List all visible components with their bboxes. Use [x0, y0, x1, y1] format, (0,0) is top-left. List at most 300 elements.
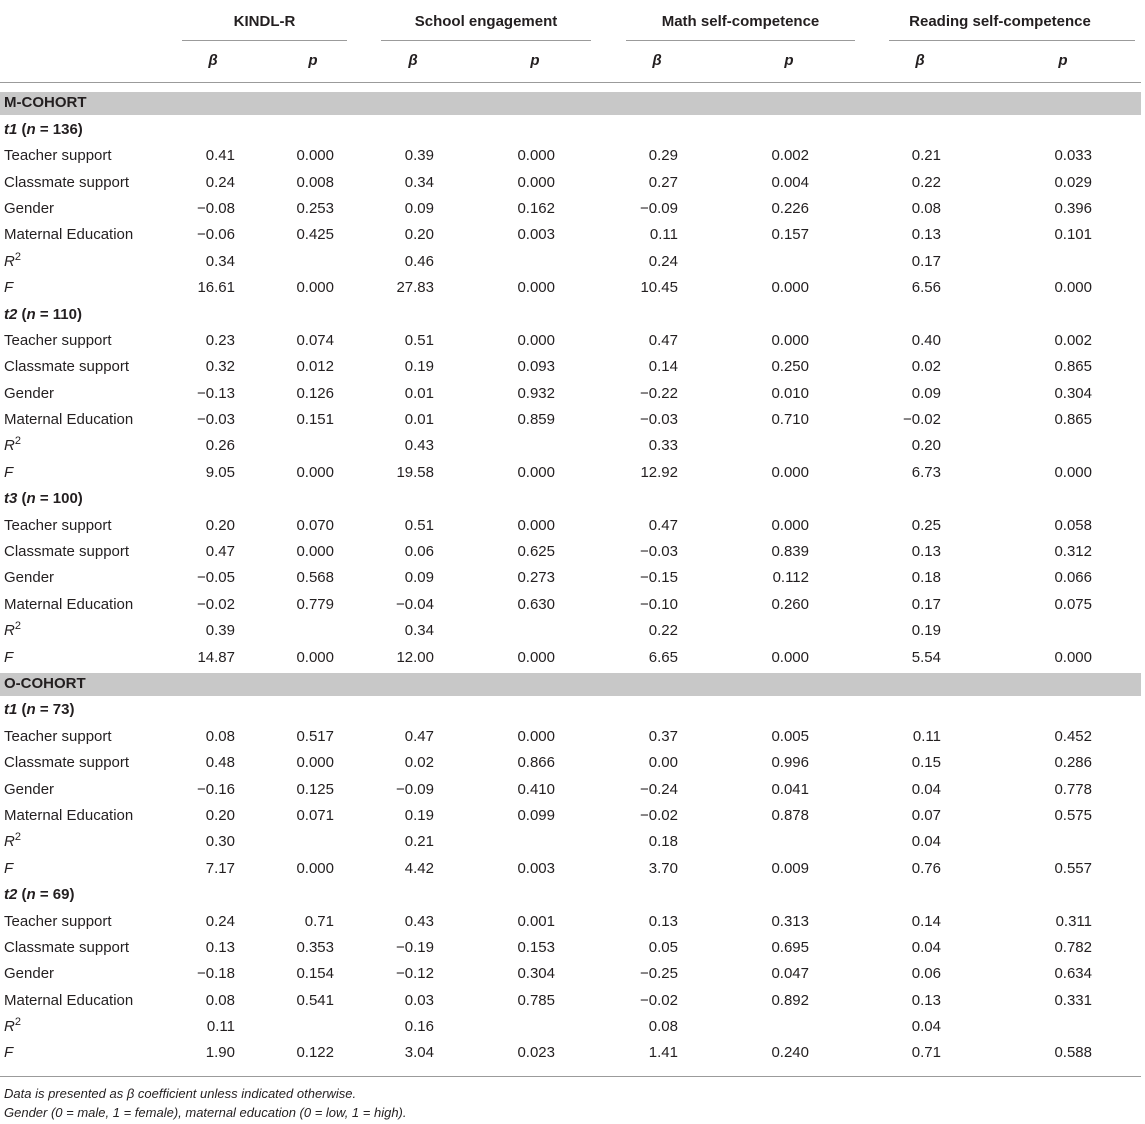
- value-cell: 0.226: [771, 199, 809, 217]
- row-label: [4, 592, 133, 618]
- value-cell: 0.13: [205, 938, 235, 956]
- value-cell: 0.000: [296, 147, 334, 165]
- value-cell: 0.40: [911, 331, 941, 349]
- value-cell: 0.425: [296, 226, 334, 244]
- cohort-label: M-COHORT: [4, 94, 87, 112]
- column-subheader-beta: β: [408, 52, 418, 69]
- value-cell: 0.48: [205, 754, 235, 772]
- value-cell: 0.000: [517, 279, 555, 297]
- row-label-text: Gender: [4, 569, 55, 587]
- header-rule: [0, 82, 1141, 83]
- value-cell: 0.000: [771, 463, 809, 481]
- value-cell: 0.778: [1054, 780, 1092, 798]
- value-cell: 0.000: [296, 648, 334, 666]
- value-cell: 0.21: [911, 147, 941, 165]
- value-cell: 0.04: [911, 833, 941, 851]
- row-label-text: Maternal Education: [4, 806, 134, 824]
- sample-size-open: (: [17, 120, 27, 138]
- row-label-superscript: 2: [14, 831, 21, 844]
- value-cell: 0.785: [517, 991, 555, 1009]
- value-cell: 12.92: [640, 463, 678, 481]
- value-cell: 0.009: [771, 859, 809, 877]
- timepoint-symbol: t2: [4, 305, 18, 323]
- row-label: [4, 829, 21, 855]
- row-label-text: Gender: [4, 965, 55, 983]
- value-cell: 0.311: [1055, 912, 1092, 930]
- row-label: [4, 618, 21, 644]
- row-label-text: Classmate support: [4, 754, 130, 772]
- value-cell: 0.002: [771, 147, 809, 165]
- table-row: [0, 275, 1141, 301]
- value-cell: 0.001: [517, 912, 555, 930]
- sample-size-symbol: n: [26, 490, 36, 508]
- value-cell: −0.02: [903, 411, 941, 429]
- value-cell: 27.83: [396, 279, 434, 297]
- row-label: [4, 170, 129, 196]
- value-cell: 0.000: [517, 648, 555, 666]
- value-cell: −0.05: [197, 569, 235, 587]
- table-row: [0, 381, 1141, 407]
- value-cell: 0.588: [1054, 1044, 1092, 1062]
- value-cell: 0.000: [771, 516, 809, 534]
- value-cell: 0.08: [205, 991, 235, 1009]
- row-label-text: Classmate support: [4, 358, 130, 376]
- row-label: [4, 539, 129, 565]
- value-cell: 0.000: [517, 173, 555, 191]
- value-cell: 0.46: [404, 252, 434, 270]
- value-cell: 0.07: [911, 806, 941, 824]
- value-cell: 0.37: [648, 727, 678, 745]
- value-cell: 0.312: [1054, 543, 1092, 561]
- column-subheader-p: p: [784, 52, 794, 69]
- sample-size-value: = 73): [35, 701, 75, 719]
- value-cell: 0.30: [205, 833, 235, 851]
- value-cell: 0.000: [517, 727, 555, 745]
- value-cell: −0.06: [197, 226, 235, 244]
- value-cell: 0.76: [911, 859, 941, 877]
- row-label: [4, 961, 54, 987]
- value-cell: 0.51: [404, 331, 434, 349]
- sample-size-open: (: [17, 490, 27, 508]
- value-cell: 0.22: [911, 173, 941, 191]
- row-label: [4, 513, 112, 539]
- column-group-reading-self-competence: Reading self-competence: [909, 13, 1091, 30]
- value-cell: 3.70: [648, 859, 678, 877]
- value-cell: 0.452: [1054, 727, 1092, 745]
- row-label: [4, 143, 112, 169]
- row-label-text: Maternal Education: [4, 991, 134, 1009]
- table-row: [0, 143, 1141, 169]
- value-cell: 0.093: [517, 358, 555, 376]
- row-label-text: Teacher support: [4, 331, 112, 349]
- timepoint-header-row: [0, 117, 1141, 143]
- value-cell: 0.11: [912, 727, 941, 745]
- value-cell: 0.03: [404, 991, 434, 1009]
- sample-size-open: (: [17, 305, 27, 323]
- value-cell: 0.122: [296, 1044, 334, 1062]
- value-cell: 0.023: [517, 1044, 555, 1062]
- value-cell: 0.47: [648, 331, 678, 349]
- timepoint-symbol: t1: [4, 701, 18, 719]
- table-row: [0, 460, 1141, 486]
- value-cell: −0.13: [197, 384, 235, 402]
- row-label: [4, 935, 129, 961]
- value-cell: 0.34: [404, 622, 434, 640]
- value-cell: 0.18: [911, 569, 941, 587]
- table-row: [0, 618, 1141, 644]
- value-cell: 14.87: [197, 648, 235, 666]
- value-cell: 0.000: [296, 859, 334, 877]
- timepoint-header-row: [0, 882, 1141, 908]
- table-row: [0, 961, 1141, 987]
- value-cell: 0.000: [1054, 279, 1092, 297]
- table-row: [0, 433, 1141, 459]
- row-label: [4, 354, 129, 380]
- value-cell: 0.34: [205, 252, 235, 270]
- value-cell: 0.33: [648, 437, 678, 455]
- row-label-text: Classmate support: [4, 543, 130, 561]
- table-row: [0, 856, 1141, 882]
- value-cell: 0.012: [296, 358, 334, 376]
- value-cell: 0.070: [296, 516, 334, 534]
- value-cell: −0.25: [640, 965, 678, 983]
- value-cell: 0.47: [205, 543, 235, 561]
- value-cell: 0.932: [517, 384, 555, 402]
- value-cell: 0.01: [404, 411, 434, 429]
- value-cell: −0.02: [640, 991, 678, 1009]
- value-cell: 0.865: [1054, 411, 1092, 429]
- value-cell: 0.112: [772, 569, 809, 587]
- bottom-rule: [0, 1076, 1141, 1077]
- value-cell: 0.153: [517, 938, 555, 956]
- value-cell: 0.074: [296, 331, 334, 349]
- row-label-text: Gender: [4, 199, 55, 217]
- table-row: [0, 592, 1141, 618]
- value-cell: 0.004: [771, 173, 809, 191]
- value-cell: 0.250: [771, 358, 809, 376]
- row-label-symbol: F: [4, 859, 14, 877]
- value-cell: −0.24: [640, 780, 678, 798]
- table-row: [0, 988, 1141, 1014]
- value-cell: 0.39: [205, 622, 235, 640]
- timepoint-header-row: [0, 486, 1141, 512]
- row-label: [4, 275, 13, 301]
- value-cell: 0.892: [771, 991, 809, 1009]
- value-cell: 0.09: [404, 199, 434, 217]
- value-cell: 0.625: [517, 543, 555, 561]
- value-cell: 0.331: [1054, 991, 1092, 1009]
- value-cell: 0.000: [517, 331, 555, 349]
- row-label-symbol: F: [4, 1044, 14, 1062]
- column-subheader-beta: β: [652, 52, 662, 69]
- cohort-band-shading: [0, 673, 1141, 696]
- value-cell: 0.033: [1054, 147, 1092, 165]
- value-cell: 0.304: [517, 965, 555, 983]
- value-cell: 0.162: [517, 199, 555, 217]
- timepoint-label: [4, 697, 74, 723]
- value-cell: 0.11: [649, 226, 678, 244]
- row-label-symbol: R: [4, 1018, 15, 1036]
- table-row: [0, 196, 1141, 222]
- value-cell: 0.029: [1054, 173, 1092, 191]
- value-cell: 0.19: [911, 622, 941, 640]
- value-cell: 0.20: [205, 516, 235, 534]
- value-cell: 0.003: [517, 226, 555, 244]
- value-cell: 0.000: [296, 463, 334, 481]
- value-cell: 1.90: [205, 1044, 235, 1062]
- value-cell: 0.154: [296, 965, 334, 983]
- value-cell: 0.14: [648, 358, 678, 376]
- value-cell: 0.26: [205, 437, 235, 455]
- value-cell: −0.22: [640, 384, 678, 402]
- row-label: [4, 328, 112, 354]
- value-cell: 0.17: [911, 252, 941, 270]
- value-cell: 0.101: [1054, 226, 1092, 244]
- row-label: [4, 803, 133, 829]
- value-cell: −0.04: [396, 595, 434, 613]
- value-cell: −0.03: [197, 411, 235, 429]
- row-label-text: Gender: [4, 384, 55, 402]
- value-cell: 0.541: [296, 991, 334, 1009]
- value-cell: 4.42: [404, 859, 434, 877]
- row-label-symbol: R: [4, 833, 15, 851]
- value-cell: 0.710: [771, 411, 809, 429]
- value-cell: 0.003: [517, 859, 555, 877]
- value-cell: 0.000: [1054, 648, 1092, 666]
- value-cell: −0.10: [640, 595, 678, 613]
- value-cell: 0.39: [404, 147, 434, 165]
- value-cell: 0.517: [296, 727, 334, 745]
- timepoint-label: [4, 882, 74, 908]
- timepoint-header-row: [0, 302, 1141, 328]
- value-cell: 0.25: [911, 516, 941, 534]
- value-cell: 0.29: [648, 147, 678, 165]
- cohort-band-shading: [0, 92, 1141, 115]
- value-cell: 0.396: [1054, 199, 1092, 217]
- value-cell: 0.32: [205, 358, 235, 376]
- column-subheader-beta: β: [915, 52, 925, 69]
- timepoint-label: [4, 302, 82, 328]
- table-footnote: Data is presented as β coefficient unless indicated otherwise.: [4, 1086, 357, 1101]
- row-label-symbol: R: [4, 622, 15, 640]
- value-cell: 0.058: [1054, 516, 1092, 534]
- value-cell: 0.066: [1054, 569, 1092, 587]
- value-cell: 0.260: [771, 595, 809, 613]
- row-label-text: Maternal Education: [4, 411, 134, 429]
- value-cell: 0.22: [648, 622, 678, 640]
- value-cell: 0.779: [296, 595, 334, 613]
- value-cell: −0.02: [640, 806, 678, 824]
- value-cell: 0.286: [1054, 754, 1092, 772]
- cohort-header-row: [0, 671, 1141, 697]
- value-cell: 0.24: [648, 252, 678, 270]
- row-label: [4, 433, 21, 459]
- table-row: [0, 565, 1141, 591]
- value-cell: 0.06: [911, 965, 941, 983]
- value-cell: 0.24: [205, 173, 235, 191]
- table-row: [0, 249, 1141, 275]
- column-subheader-p: p: [308, 52, 318, 69]
- value-cell: 0.04: [911, 938, 941, 956]
- value-cell: 0.304: [1054, 384, 1092, 402]
- table-row: [0, 803, 1141, 829]
- value-cell: 0.06: [404, 543, 434, 561]
- timepoint-label: [4, 486, 83, 512]
- value-cell: 0.071: [296, 806, 334, 824]
- row-label-symbol: F: [4, 463, 14, 481]
- value-cell: 0.000: [517, 516, 555, 534]
- value-cell: 0.568: [296, 569, 334, 587]
- row-label-superscript: 2: [14, 1016, 21, 1029]
- value-cell: 0.13: [911, 226, 941, 244]
- value-cell: 0.075: [1054, 595, 1092, 613]
- table-row: [0, 777, 1141, 803]
- value-cell: 0.47: [648, 516, 678, 534]
- sample-size-symbol: n: [26, 886, 36, 904]
- table-row: [0, 724, 1141, 750]
- row-label: [4, 988, 133, 1014]
- value-cell: 12.00: [396, 648, 434, 666]
- row-label: [4, 856, 13, 882]
- value-cell: 0.13: [911, 991, 941, 1009]
- timepoint-header-row: [0, 697, 1141, 723]
- value-cell: 0.71: [304, 912, 334, 930]
- value-cell: −0.09: [640, 199, 678, 217]
- value-cell: 0.00: [648, 754, 678, 772]
- value-cell: 0.041: [771, 780, 809, 798]
- row-label-text: Maternal Education: [4, 595, 134, 613]
- value-cell: 10.45: [640, 279, 678, 297]
- value-cell: 0.19: [404, 806, 434, 824]
- row-label-text: Gender: [4, 780, 55, 798]
- value-cell: 0.04: [911, 780, 941, 798]
- value-cell: 0.000: [296, 279, 334, 297]
- timepoint-label: [4, 117, 83, 143]
- value-cell: 0.866: [517, 754, 555, 772]
- column-group-underline: [889, 40, 1135, 41]
- table-row: [0, 829, 1141, 855]
- row-label: [4, 381, 54, 407]
- value-cell: −0.02: [197, 595, 235, 613]
- timepoint-symbol: t3: [4, 490, 18, 508]
- value-cell: 0.047: [771, 965, 809, 983]
- value-cell: 0.313: [771, 912, 809, 930]
- value-cell: 0.125: [296, 780, 334, 798]
- timepoint-symbol: t2: [4, 886, 18, 904]
- table-row: [0, 222, 1141, 248]
- value-cell: 0.000: [1054, 463, 1092, 481]
- column-subheader-p: p: [530, 52, 540, 69]
- value-cell: 0.630: [517, 595, 555, 613]
- value-cell: 0.71: [911, 1044, 941, 1062]
- cohort-label: O-COHORT: [4, 674, 86, 692]
- timepoint-symbol: t1: [4, 120, 18, 138]
- row-label-text: Classmate support: [4, 938, 130, 956]
- value-cell: 0.20: [205, 806, 235, 824]
- row-label-text: Teacher support: [4, 912, 112, 930]
- cohort-header-row: [0, 90, 1141, 116]
- value-cell: 0.157: [771, 226, 809, 244]
- column-group-underline: [626, 40, 855, 41]
- value-cell: 0.20: [404, 226, 434, 244]
- row-label-superscript: 2: [14, 620, 21, 633]
- row-label: [4, 196, 54, 222]
- value-cell: 0.05: [648, 938, 678, 956]
- value-cell: 0.04: [911, 1018, 941, 1036]
- row-label-text: Teacher support: [4, 727, 112, 745]
- value-cell: 0.557: [1054, 859, 1092, 877]
- value-cell: 19.58: [396, 463, 434, 481]
- value-cell: 0.18: [648, 833, 678, 851]
- table-row: [0, 354, 1141, 380]
- value-cell: 0.005: [771, 727, 809, 745]
- value-cell: 0.01: [404, 384, 434, 402]
- row-label-text: Teacher support: [4, 516, 112, 534]
- sample-size-value: = 110): [35, 305, 82, 323]
- value-cell: −0.09: [396, 780, 434, 798]
- value-cell: 0.08: [911, 199, 941, 217]
- sample-size-value: = 136): [35, 120, 83, 138]
- sample-size-value: = 69): [35, 886, 75, 904]
- value-cell: 6.73: [911, 463, 941, 481]
- value-cell: −0.16: [197, 780, 235, 798]
- value-cell: 0.20: [911, 437, 941, 455]
- value-cell: 0.24: [205, 912, 235, 930]
- value-cell: 0.08: [648, 1018, 678, 1036]
- table-row: [0, 1014, 1141, 1040]
- sample-size-value: = 100): [35, 490, 83, 508]
- column-subheader-beta: β: [208, 52, 218, 69]
- value-cell: 0.151: [296, 411, 334, 429]
- column-group-underline: [381, 40, 591, 41]
- value-cell: 0.634: [1054, 965, 1092, 983]
- value-cell: 0.14: [911, 912, 941, 930]
- row-label-text: Maternal Education: [4, 226, 134, 244]
- value-cell: 0.996: [771, 754, 809, 772]
- value-cell: 0.865: [1054, 358, 1092, 376]
- value-cell: 0.010: [771, 384, 809, 402]
- value-cell: 0.000: [771, 279, 809, 297]
- value-cell: 0.41: [205, 147, 235, 165]
- sample-size-open: (: [17, 886, 27, 904]
- table-row: [0, 513, 1141, 539]
- value-cell: 0.47: [404, 727, 434, 745]
- row-label: [4, 777, 54, 803]
- value-cell: 0.002: [1054, 331, 1092, 349]
- value-cell: −0.15: [640, 569, 678, 587]
- row-label-symbol: R: [4, 437, 15, 455]
- row-label-text: Classmate support: [4, 173, 130, 191]
- table-row: [0, 645, 1141, 671]
- value-cell: 0.51: [404, 516, 434, 534]
- column-group-kindl-r: KINDL-R: [233, 13, 296, 30]
- value-cell: 6.56: [911, 279, 941, 297]
- value-cell: −0.03: [640, 543, 678, 561]
- table-row: [0, 909, 1141, 935]
- column-group-underline: [182, 40, 347, 41]
- row-label: [4, 222, 133, 248]
- row-label: [4, 909, 112, 935]
- value-cell: 3.04: [404, 1044, 434, 1062]
- value-cell: 0.099: [517, 806, 555, 824]
- sample-size-open: (: [17, 701, 27, 719]
- table-footnote: Gender (0 = male, 1 = female), maternal education (0 = low, 1 = high).: [4, 1105, 407, 1120]
- value-cell: 0.13: [911, 543, 941, 561]
- table-row: [0, 935, 1141, 961]
- row-label: [4, 460, 13, 486]
- table-row: [0, 1040, 1141, 1066]
- value-cell: −0.03: [640, 411, 678, 429]
